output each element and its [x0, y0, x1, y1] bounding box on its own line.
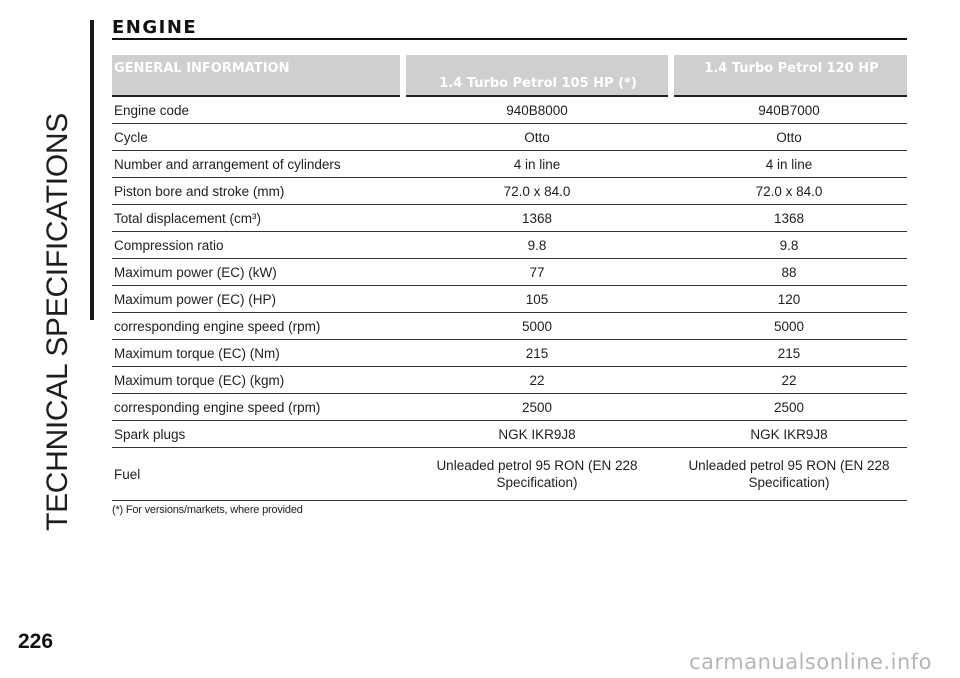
value-105hp: Otto — [403, 124, 671, 151]
side-divider — [90, 20, 94, 320]
value-105hp: 105 — [403, 286, 671, 313]
row-label: Piston bore and stroke (mm) — [112, 178, 403, 205]
table-row — [112, 205, 907, 232]
value-105hp: 77 — [403, 259, 671, 286]
value-105hp: 940B8000 — [403, 96, 671, 124]
value-105hp: 2500 — [403, 394, 671, 421]
table-row — [112, 96, 907, 124]
table-row — [112, 259, 907, 286]
section-title: ENGINE — [112, 17, 198, 38]
section-title-rule — [112, 38, 907, 40]
table-row — [112, 232, 907, 259]
value-120hp: 88 — [671, 259, 907, 286]
row-label: Cycle — [112, 124, 403, 151]
table-row — [112, 151, 907, 178]
table-row — [112, 421, 907, 448]
row-label: Compression ratio — [112, 232, 403, 259]
value-105hp: 5000 — [403, 313, 671, 340]
value-120hp: 120 — [671, 286, 907, 313]
value-120hp: 5000 — [671, 313, 907, 340]
value-120hp: 4 in line — [671, 151, 907, 178]
engine-spec-table — [112, 55, 907, 501]
value-120hp: 9.8 — [671, 232, 907, 259]
value-105hp: NGK IKR9J8 — [403, 421, 671, 448]
header-105hp: 1.4 Turbo Petrol 105 HP (*) — [403, 55, 671, 96]
row-label: Maximum torque (EC) (kgm) — [112, 367, 403, 394]
table-row — [112, 367, 907, 394]
row-label: Maximum power (EC) (HP) — [112, 286, 403, 313]
value-120hp: 2500 — [671, 394, 907, 421]
header-general-information: GENERAL INFORMATION — [112, 55, 403, 96]
table-row — [112, 340, 907, 367]
row-label: Maximum power (EC) (kW) — [112, 259, 403, 286]
value-105hp: Unleaded petrol 95 RON (EN 228 Specification) — [403, 448, 671, 501]
row-label: Spark plugs — [112, 421, 403, 448]
row-label: Fuel — [112, 448, 403, 501]
row-label: corresponding engine speed (rpm) — [112, 313, 403, 340]
header-120hp: 1.4 Turbo Petrol 120 HP — [671, 55, 907, 96]
side-section-title: TECHNICAL SPECIFICATIONS — [41, 113, 74, 531]
footnote: (*) For versions/markets, where provided — [112, 504, 303, 516]
value-105hp: 9.8 — [403, 232, 671, 259]
value-120hp: 940B7000 — [671, 96, 907, 124]
table-row — [112, 394, 907, 421]
value-120hp: 22 — [671, 367, 907, 394]
watermark-text: carmanualsonline.info — [689, 650, 932, 674]
value-105hp: 215 — [403, 340, 671, 367]
table-row — [112, 286, 907, 313]
page-number: 226 — [18, 630, 54, 653]
value-105hp: 22 — [403, 367, 671, 394]
value-105hp: 1368 — [403, 205, 671, 232]
row-label: Number and arrangement of cylinders — [112, 151, 403, 178]
value-120hp: NGK IKR9J8 — [671, 421, 907, 448]
value-120hp: Otto — [671, 124, 907, 151]
value-120hp: 1368 — [671, 205, 907, 232]
value-120hp: Unleaded petrol 95 RON (EN 228 Specification) — [671, 448, 907, 501]
row-label: Maximum torque (EC) (Nm) — [112, 340, 403, 367]
value-120hp: 72.0 x 84.0 — [671, 178, 907, 205]
row-label: Engine code — [112, 96, 403, 124]
value-105hp: 72.0 x 84.0 — [403, 178, 671, 205]
value-105hp: 4 in line — [403, 151, 671, 178]
value-120hp: 215 — [671, 340, 907, 367]
row-label: corresponding engine speed (rpm) — [112, 394, 403, 421]
table-row — [112, 313, 907, 340]
table-row — [112, 448, 907, 501]
table-row — [112, 178, 907, 205]
row-label: Total displacement (cm³) — [112, 205, 403, 232]
table-row — [112, 124, 907, 151]
table-header-row — [112, 55, 907, 96]
